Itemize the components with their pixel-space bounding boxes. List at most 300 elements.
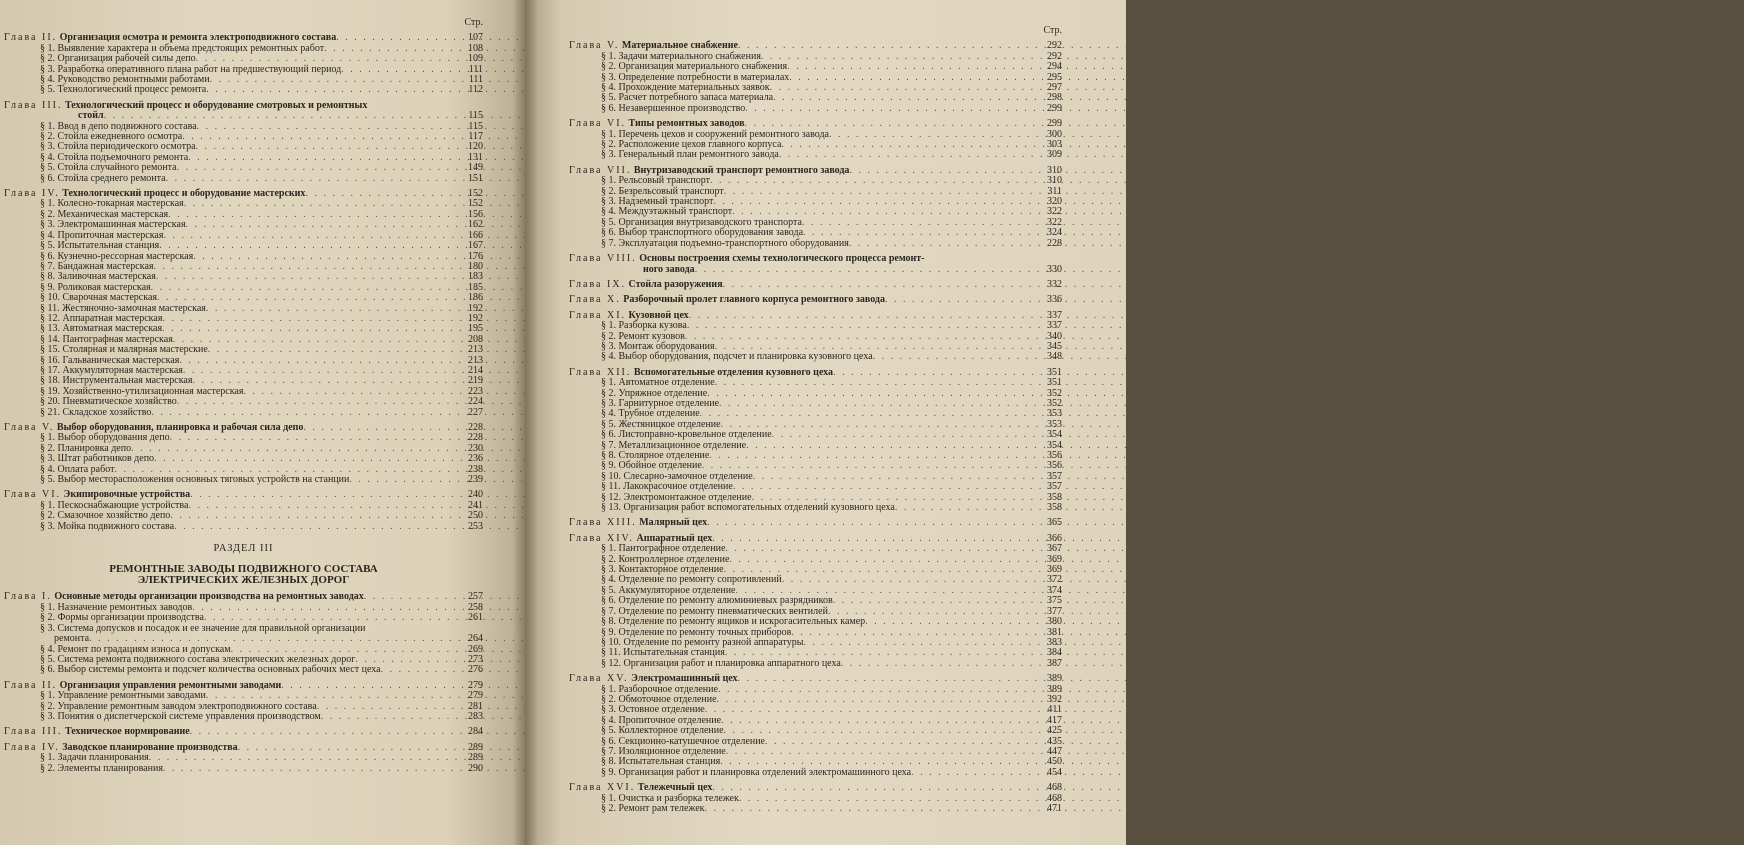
page-column-label: Стр.	[464, 17, 483, 28]
page-number: 250	[468, 510, 483, 522]
section-title: § 4. Отделение по ремонту сопротивлений	[601, 574, 782, 586]
chapter-title: Техническое нормирование	[64, 726, 190, 738]
page-number: 283	[468, 710, 483, 722]
section-title: § 1. Выявление характера и объема предстоящих ремонтных работ	[40, 42, 325, 54]
page-number: 290	[468, 762, 483, 774]
chapter-label: Глава X.	[569, 294, 621, 306]
page-number: 289	[468, 741, 483, 753]
page-number: 356	[1047, 460, 1062, 472]
leader-dots	[738, 674, 1036, 684]
section-title: § 3. Определение потребности в материалах	[601, 71, 790, 83]
toc-section-row	[569, 239, 1062, 249]
leader-dots	[687, 321, 1036, 331]
page-number: 151	[468, 172, 483, 184]
section-title: § 6. Кузнечно-рессорная мастерская	[40, 250, 194, 262]
toc-list-right	[569, 41, 1062, 814]
page-number: 389	[1047, 673, 1062, 685]
page-number: 107	[468, 32, 483, 44]
page-number: 292	[1047, 40, 1062, 52]
section-title: § 5. Выбор месторасположения основных тяговых устройств на станции	[40, 474, 350, 486]
chapter-title: Технологический процесс и оборудование мастерских	[62, 188, 306, 200]
page-number: 387	[1047, 657, 1062, 669]
page-number: 383	[1047, 636, 1062, 648]
section-title: § 4. Трубное отделение	[601, 408, 700, 420]
toc-chapter-row	[569, 295, 1062, 305]
page-number: 111	[468, 63, 483, 75]
leader-dots	[157, 293, 457, 303]
page-number: 180	[468, 260, 483, 272]
leader-dots	[159, 241, 457, 251]
page-number: 183	[468, 271, 483, 283]
section-title: § 17. Аккумуляторная мастерская	[40, 364, 183, 376]
page-number: 340	[1047, 330, 1062, 342]
toc-section-row	[4, 174, 483, 184]
section-title: § 4. Выбор оборудования, подсчет и планировка кузовного цеха	[601, 351, 873, 363]
page-number: 372	[1047, 574, 1062, 586]
page-number: 295	[1047, 71, 1062, 83]
page-number: 332	[1047, 278, 1062, 290]
page-number: 380	[1047, 616, 1062, 628]
page-number: 228	[468, 422, 483, 434]
section-title: § 1. Ввод в депо подвижного состава	[40, 120, 197, 132]
page-number: 357	[1047, 470, 1062, 482]
chapter-label: Глава IV.	[4, 741, 60, 753]
section-title: § 21. Складское хозяйство	[40, 406, 152, 418]
page-number: 131	[468, 151, 483, 163]
toc-chapter-row	[569, 280, 1062, 290]
section-title: § 19. Хозяйственно-утилизационная мастерская	[40, 385, 244, 397]
section-title: § 1. Задачи планирования	[40, 752, 149, 764]
part-heading: РАЗДЕЛ III	[213, 543, 274, 555]
chapter-label: Глава XII.	[569, 366, 632, 378]
toc-section-continuation	[4, 634, 483, 644]
leader-dots	[89, 634, 457, 644]
page-number: 112	[468, 84, 483, 96]
page-number: 192	[468, 302, 483, 314]
chapter-title: Стойла разоружения	[628, 278, 723, 290]
page-number: 149	[468, 162, 483, 174]
page-number: 230	[468, 442, 483, 454]
chapter-heading	[569, 295, 885, 305]
toc-section-row	[4, 691, 483, 701]
page-number: 258	[468, 601, 483, 613]
page-number: 320	[1047, 196, 1062, 208]
section-title: § 4. Пропиточная мастерская	[40, 229, 164, 241]
section-title: § 3. Штат работников депо	[40, 453, 155, 465]
page-number: 108	[468, 42, 483, 54]
toc-chapter-row	[569, 674, 1062, 684]
page-number: 369	[1047, 564, 1062, 576]
page-number: 353	[1047, 408, 1062, 420]
section-title: § 2. Ремонт рам тележек	[601, 803, 705, 815]
page-number: 241	[468, 499, 483, 511]
section-title: § 8. Испытательная станция	[601, 756, 721, 768]
page-number: 337	[1047, 309, 1062, 321]
page-number: 351	[1047, 377, 1062, 389]
chapter-heading	[569, 254, 925, 264]
page-number: 309	[1047, 149, 1062, 161]
leader-dots	[206, 85, 457, 95]
page-number: 195	[468, 323, 483, 335]
toc-section-row	[569, 150, 1062, 160]
toc-section-row	[569, 503, 1062, 513]
section-title: § 5. Расчет потребного запаса материала	[601, 92, 774, 104]
page-number: 352	[1047, 397, 1062, 409]
page-number: 358	[1047, 502, 1062, 514]
chapter-title-cont: стойл	[78, 110, 104, 122]
leader-dots	[707, 518, 1036, 528]
section-title: § 1. Назначение ремонтных заводов	[40, 601, 193, 613]
leader-dots	[841, 659, 1036, 669]
section-title: § 1. Перечень цехов и сооружений ремонтного завода	[601, 128, 829, 140]
section-title: § 3. Надземный транспорт	[601, 196, 714, 208]
page-number: 213	[468, 344, 483, 356]
chapter-label: Глава VI.	[4, 489, 62, 501]
part-title-line-1: РЕМОНТНЫЕ ЗАВОДЫ ПОДВИЖНОГО СОСТАВА	[109, 563, 378, 576]
page-number: 377	[1047, 605, 1062, 617]
right-page	[525, 0, 1126, 845]
page-number: 192	[468, 312, 483, 324]
chapter-label: Глава IX.	[569, 278, 627, 290]
chapter-title: Тележечный цех	[637, 782, 713, 794]
section-title: § 14. Пантографная мастерская	[40, 333, 173, 345]
section-title: § 2. Смазочное хозяйство депо	[40, 510, 171, 522]
page-number: 269	[468, 643, 483, 655]
section-title: § 10. Отделение по ремонту разной аппаратуры	[601, 636, 804, 648]
section-title: § 7. Металлизационное отделение	[601, 439, 747, 451]
section-title: § 2. Механическая мастерская	[40, 208, 169, 220]
page-number: 311	[1047, 185, 1062, 197]
toc-section-row	[4, 293, 483, 303]
toc-chapter-row	[4, 727, 483, 737]
section-title: § 6. Незавершенное производство	[601, 102, 746, 114]
page-number: 208	[468, 333, 483, 345]
section-title: § 2. Формы организации производства	[40, 612, 204, 624]
page-number: 337	[1047, 320, 1062, 332]
chapter-label: Глава III.	[4, 99, 63, 111]
section-title: § 12. Организация работ и планировка аппаратного цеха	[601, 657, 841, 669]
section-title: § 2. Упряжное отделение	[601, 387, 708, 399]
section-title: § 1. Очистка и разборка тележек	[601, 792, 739, 804]
chapter-heading	[4, 727, 190, 737]
page-number: 214	[468, 364, 483, 376]
page-number: 284	[468, 726, 483, 738]
chapter-label: Глава V.	[4, 422, 55, 434]
section-title: § 8. Заливочная мастерская	[40, 271, 156, 283]
page-number: 166	[468, 229, 483, 241]
chapter-title: Типы ремонтных заводов	[628, 118, 745, 130]
leader-dots	[705, 804, 1037, 814]
section-title: § 5. Организация внутризаводского транспорта	[601, 216, 802, 228]
leader-dots	[166, 174, 457, 184]
chapter-title: Аппаратный цех	[636, 532, 713, 544]
page-number: 257	[468, 591, 483, 603]
section-title: § 5. Технологический процесс ремонта	[40, 84, 207, 96]
section-title: § 2. Расположение цехов главного корпуса	[601, 139, 782, 151]
toc-section-row	[4, 665, 483, 675]
page-number: 336	[1047, 294, 1062, 306]
section-title: § 3. Монтаж оборудования	[601, 340, 715, 352]
leader-dots	[174, 522, 457, 532]
chapter-title: Выбор оборудования, планировка и рабочая сила депо	[56, 422, 304, 434]
section-title: § 8. Отделение по ремонту ящиков и искрогасительных камер	[601, 616, 866, 628]
page-number: 294	[1047, 61, 1062, 73]
leader-dots	[163, 764, 457, 774]
page-number: 213	[468, 354, 483, 366]
section-title: § 4. Междуэтажный транспорт	[601, 206, 733, 218]
section-title: § 6. Выбор системы ремонта и подсчет количества основных рабочих мест цеха	[40, 664, 381, 676]
page-number: 156	[468, 208, 483, 220]
page-number: 236	[468, 453, 483, 465]
leader-dots	[885, 295, 1036, 305]
page-number: 352	[1047, 387, 1062, 399]
chapter-label: Глава I.	[4, 591, 52, 603]
section-title: § 6. Выбор транспортного оборудования завода	[601, 227, 804, 239]
page-number: 310	[1047, 164, 1062, 176]
page-number: 117	[468, 131, 483, 143]
chapter-title: Электромашинный цех	[631, 673, 738, 685]
leader-dots	[321, 712, 457, 722]
section-title: § 2. Обмоточное отделение	[601, 693, 717, 705]
page-number: 351	[1047, 366, 1062, 378]
page-number: 353	[1047, 418, 1062, 430]
section-title: § 3. Стойла периодического осмотра	[40, 141, 196, 153]
leader-dots	[381, 665, 457, 675]
section-title: § 9. Роликовая мастерская	[40, 281, 151, 293]
page-number: 374	[1047, 584, 1062, 596]
section-title: § 2. Управление ремонтным заводом электроподвижного состава	[40, 700, 317, 712]
section-title: § 3. Генеральный план ремонтного завода	[601, 149, 779, 161]
page-number: 279	[468, 690, 483, 702]
section-title: § 5. Жестяницкое отделение	[601, 418, 721, 430]
section-title: § 2. Элементы планирования	[40, 762, 163, 774]
page-number: 152	[468, 198, 483, 210]
leader-dots	[206, 691, 457, 701]
page-number: 115	[468, 110, 483, 122]
chapter-title: Основы построения схемы технологического процесса ремонт-	[639, 253, 925, 265]
section-title: § 11. Жестяночно-замочная мастерская	[40, 302, 206, 314]
section-title: § 7. Эксплуатация подъемно-транспортного оборудования	[601, 237, 849, 249]
section-title: § 1. Управление ремонтными заводами	[40, 690, 206, 702]
chapter-label: Глава XIII.	[569, 517, 637, 529]
section-title: § 2. Ремонт кузовов	[601, 330, 685, 342]
page-number: 276	[468, 664, 483, 676]
page-number: 281	[468, 700, 483, 712]
section-title: § 4. Пропиточное отделение	[601, 714, 722, 726]
chapter-label: Глава V.	[569, 40, 620, 52]
section-title: § 1. Пескоснабжающие устройства	[40, 499, 189, 511]
toc-section-row	[569, 104, 1062, 114]
section-title: § 2. Безрельсовый транспорт	[601, 185, 724, 197]
section-title: § 5. Испытательная станция	[40, 240, 160, 252]
section-title: § 13. Организация работ вспомогательных отделений кузовного цеха	[601, 502, 895, 514]
section-title: § 3. Гарнитурное отделение	[601, 397, 720, 409]
section-title: § 4. Оплата работ	[40, 463, 115, 475]
page-number: 115	[468, 120, 483, 132]
section-title: § 6. Стойла среднего ремонта	[40, 172, 166, 184]
page-number: 392	[1047, 693, 1062, 705]
section-title: § 13. Автоматная мастерская	[40, 323, 163, 335]
page-number: 454	[1047, 766, 1062, 778]
section-title: § 3. Остовное отделение	[601, 704, 705, 716]
page-number: 273	[468, 653, 483, 665]
section-title: § 10. Слесарно-замочное отделение	[601, 470, 753, 482]
page-number: 381	[1047, 626, 1062, 638]
page-number: 450	[1047, 756, 1062, 768]
page-number: 366	[1047, 532, 1062, 544]
chapter-label: Глава VII.	[569, 164, 632, 176]
chapter-title: Вспомогательные отделения кузовного цеха	[633, 366, 834, 378]
leader-dots	[895, 503, 1036, 513]
chapter-heading	[569, 674, 738, 684]
page-number: 292	[1047, 50, 1062, 62]
page-number: 365	[1047, 517, 1062, 529]
section-title: § 11. Испытательная станция	[601, 647, 725, 659]
toc-section-row	[4, 475, 483, 485]
section-title: § 10. Сварочная мастерская	[40, 292, 157, 304]
section-title: § 4. Руководство ремонтными работами	[40, 74, 210, 86]
section-title: § 1. Пантографное отделение	[601, 543, 726, 555]
toc-section-row	[569, 804, 1062, 814]
page-number: 447	[1047, 745, 1062, 757]
page-number: 348	[1047, 351, 1062, 363]
chapter-heading	[569, 280, 723, 290]
section-title: § 7. Изоляционное отделение	[601, 745, 726, 757]
section-title: § 9. Организация работ и планировка отделений электромашинного цеха	[601, 766, 912, 778]
leader-dots	[190, 727, 457, 737]
page-number: 227	[468, 406, 483, 418]
section-title: § 1. Автоматное отделение	[601, 377, 715, 389]
page-number: 345	[1047, 340, 1062, 352]
leader-dots	[873, 352, 1036, 362]
toc-section-row	[4, 85, 483, 95]
section-title: § 1. Разборочное отделение	[601, 683, 718, 695]
toc-list-left	[4, 33, 483, 532]
toc-section-row	[569, 659, 1062, 669]
page-number: 224	[468, 396, 483, 408]
page-number: 120	[468, 141, 483, 153]
chapter-label: Глава II.	[4, 679, 58, 691]
section-title: § 5. Коллекторное отделение	[601, 725, 724, 737]
section-title: § 3. Разработка оперативного плана работ на предшествующий период	[40, 63, 342, 75]
page-number: 310	[1047, 175, 1062, 187]
part-title	[4, 564, 483, 586]
section-title: § 6. Секционно-катушечное отделение	[601, 735, 765, 747]
section-title: § 1. Разборка кузова	[601, 320, 687, 332]
page-number: 384	[1047, 647, 1062, 659]
page-number: 219	[468, 375, 483, 387]
page-number: 417	[1047, 714, 1062, 726]
section-title-cont: ремонта	[54, 633, 90, 645]
page-number: 358	[1047, 491, 1062, 503]
section-title: § 2. Организация материального снабжения	[601, 61, 788, 73]
page-number: 303	[1047, 139, 1062, 151]
page-number: 468	[1047, 782, 1062, 794]
section-title: § 3. Понятия о диспетчерской системе управления производством	[40, 710, 321, 722]
page-number: 324	[1047, 227, 1062, 239]
chapter-title: Разборочный пролет главного корпуса ремонтного завода	[623, 294, 885, 306]
page-number: 354	[1047, 439, 1062, 451]
page-number: 297	[1047, 82, 1062, 94]
leader-dots	[849, 239, 1036, 249]
chapter-title: Кузовной цех	[628, 309, 689, 321]
page-number: 300	[1047, 128, 1062, 140]
section-title: § 6. Листоправно-кровельное отделение	[601, 429, 772, 441]
section-title: § 8. Столярное отделение	[601, 450, 710, 462]
section-title: § 1. Колесно-токарная мастерская	[40, 198, 184, 210]
page-column-label-right: Стр.	[1043, 25, 1062, 36]
leader-dots	[151, 408, 457, 418]
page-number: 223	[468, 385, 483, 397]
chapter-title: Экипировочные устройства	[63, 489, 191, 501]
section-title: § 9. Обойное отделение	[601, 460, 702, 472]
page-number: 253	[468, 520, 483, 532]
toc-section-row	[569, 352, 1062, 362]
section-title: § 4. Стойла подъемочного ремонта	[40, 151, 189, 163]
section-title: § 2. Стойла ежедневного осмотра	[40, 131, 183, 143]
section-title: § 3. Электромашинная мастерская	[40, 219, 186, 231]
chapter-title: Основные методы организации производства на ремонтных заводах	[54, 591, 364, 603]
page-number: 330	[1047, 263, 1062, 275]
page-number: 238	[468, 463, 483, 475]
section-title: § 1. Выбор оборудования депо	[40, 432, 170, 444]
page-number: 228	[1047, 237, 1062, 249]
page-number: 111	[468, 74, 483, 86]
section-title: § 7. Отделение по ремонту пневматических вентилей	[601, 605, 828, 617]
section-title: § 2. Планировка депо	[40, 442, 132, 454]
page-number: 354	[1047, 429, 1062, 441]
section-title: § 12. Аппаратная мастерская	[40, 312, 163, 324]
page-number: 176	[468, 250, 483, 262]
section-title: § 12. Электромонтажное отделение	[601, 491, 752, 503]
page-number: 425	[1047, 725, 1062, 737]
toc-section-row	[4, 764, 483, 774]
page-number: 369	[1047, 553, 1062, 565]
toc-chapter-continuation	[569, 265, 1062, 275]
leader-dots	[911, 768, 1036, 778]
chapter-label: Глава II.	[4, 32, 58, 44]
section-title: § 4. Прохождение материальных заявок	[601, 82, 770, 94]
chapter-label: Глава XI.	[569, 309, 627, 321]
section-title: § 1. Задачи материального снабжения	[601, 50, 761, 62]
chapter-heading	[569, 518, 707, 528]
chapter-title: Заводское планирование производства	[62, 741, 238, 753]
section-title: § 5. Система ремонта подвижного состава электрических железных дорог	[40, 653, 356, 665]
toc-chapter-row	[569, 254, 1062, 264]
page-number: 468	[1047, 792, 1062, 804]
section-title: § 9. Отделение по ремонту точных приборов	[601, 626, 792, 638]
toc-section-row	[569, 617, 1062, 627]
section-title: § 11. Лакокрасочное отделение	[601, 481, 733, 493]
page-number: 322	[1047, 216, 1062, 228]
leader-dots	[723, 280, 1036, 290]
section-title: § 5. Стойла случайного ремонта	[40, 162, 177, 174]
part-title-line-2: ЭЛЕКТРИЧЕСКИХ ЖЕЛЕЗНЫХ ДОРОГ	[137, 574, 350, 587]
page-number: 228	[468, 432, 483, 444]
chapter-label: Глава VIII.	[569, 253, 637, 265]
toc-section-row	[4, 241, 483, 251]
leader-dots	[349, 475, 457, 485]
chapter-title: Технологический процесс и оборудование смотровых и ремонтных	[64, 99, 368, 111]
section-title: § 3. Мойка подвижного состава	[40, 520, 175, 532]
section-title: § 15. Столярная и малярная мастерские	[40, 344, 208, 356]
page-number: 167	[468, 240, 483, 252]
page-number: 264	[468, 633, 483, 645]
toc-list-left-part3	[4, 592, 483, 774]
chapter-label: Глава VI.	[569, 118, 627, 130]
leader-dots	[779, 150, 1036, 160]
page-number: 186	[468, 292, 483, 304]
